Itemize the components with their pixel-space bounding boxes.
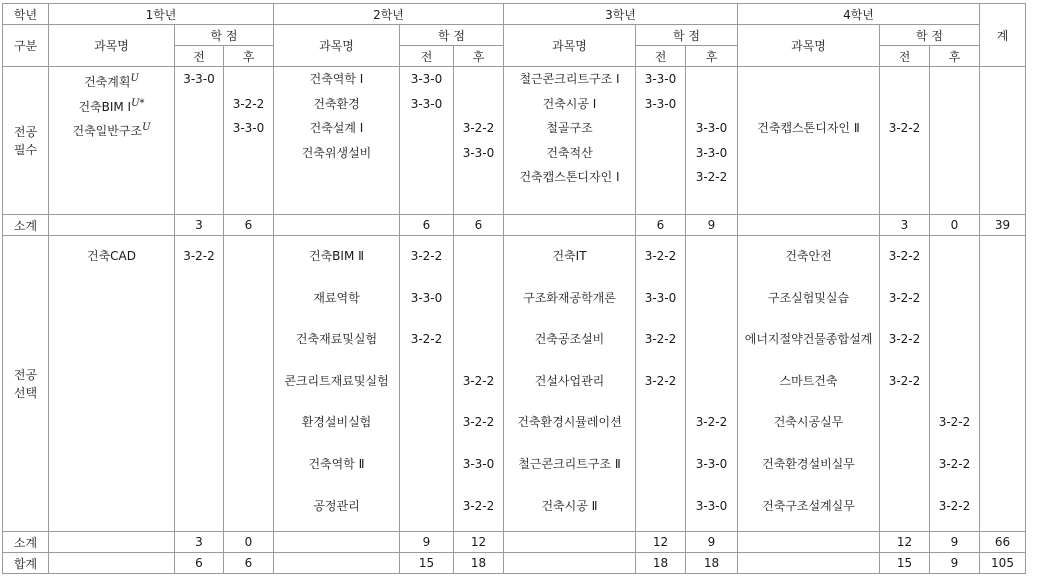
grand-total-y3-second: 18 (686, 553, 738, 574)
course-name-text: 건축역학 Ⅰ (309, 72, 364, 86)
course-name-text: 콘크리트재료및실험 (284, 373, 389, 388)
second-semester-credit: 3-2-2 (695, 415, 728, 430)
course-name-text: 스마트건축 (779, 373, 838, 388)
second-semester-credit (930, 319, 979, 361)
year-3-header: 3학년 (504, 4, 738, 25)
credit-header: 학 점 (400, 25, 504, 46)
course-name (504, 116, 635, 141)
first-semester-credit: 3-2-2 (644, 373, 677, 388)
course-name-text: 건축BIM Ⅰ (78, 99, 132, 114)
first-semester-credit (175, 116, 223, 141)
second-semester-credit (930, 141, 979, 166)
first-semester-credit (636, 165, 685, 190)
second-semester-credit: 3-2-2 (462, 373, 495, 388)
subtotal-y3-first: 12 (636, 532, 686, 553)
course-name (738, 486, 879, 528)
subtotal-y2-second: 12 (454, 532, 504, 553)
course-name-text: 공정관리 (313, 498, 360, 513)
course-name (504, 361, 635, 403)
elective-y2-first (400, 236, 454, 532)
subtotal-label: 소계 (3, 215, 49, 236)
first-semester-credit (636, 116, 685, 141)
second-semester-header: 후 (454, 46, 504, 67)
second-semester-credit (930, 116, 979, 141)
required-y4-second (930, 67, 980, 215)
required-y3-second (686, 67, 738, 215)
second-semester-credit (686, 361, 737, 403)
subtotal-y1-second: 0 (224, 532, 274, 553)
course-superscript: U (142, 122, 151, 133)
subject-header: 과목명 (274, 25, 400, 67)
required-label-line1: 전공 (13, 124, 38, 139)
elective-y4-first (880, 236, 930, 532)
required-section (3, 67, 1026, 215)
course-name (274, 319, 399, 361)
second-semester-credit (930, 236, 979, 278)
subtotal-label: 소계 (3, 532, 49, 553)
first-semester-credit: 3-3-0 (644, 290, 677, 305)
year-4-header: 4학년 (738, 4, 980, 25)
course-name-text: 건축시공 Ⅱ (541, 498, 598, 513)
second-semester-header: 후 (930, 46, 980, 67)
first-semester-credit: 3-2-2 (888, 332, 921, 347)
course-name (504, 486, 635, 528)
course-name-text: 환경설비실험 (301, 415, 372, 430)
second-semester-credit: 3-2-2 (695, 170, 728, 184)
first-semester-credit: 3-3-0 (410, 72, 443, 86)
course-name (274, 236, 399, 278)
course-name (738, 236, 879, 278)
year-header-label: 학년 (3, 4, 49, 25)
course-name (49, 92, 174, 117)
course-name-text: 철골구조 (546, 121, 593, 135)
first-semester-credit (400, 444, 453, 486)
course-name (738, 67, 879, 92)
second-semester-credit: 3-2-2 (462, 121, 495, 135)
elective-y1-second (224, 236, 274, 532)
first-semester-credit: 3-2-2 (888, 290, 921, 305)
course-name-text: 건축CAD (86, 249, 136, 263)
second-semester-credit: 3-2-2 (938, 498, 971, 513)
first-semester-credit: 3-3-0 (410, 96, 443, 111)
second-semester-credit (686, 319, 737, 361)
course-name-text: 건축일반구조 (72, 124, 143, 138)
course-name-text: 건축위생설비 (301, 145, 372, 160)
course-name-text: 건축환경시뮬레이션 (517, 415, 622, 430)
category-header: 구분 (3, 25, 49, 67)
first-semester-credit (636, 141, 685, 166)
first-semester-credit (636, 444, 685, 486)
second-semester-credit (224, 67, 273, 92)
first-semester-credit (880, 402, 929, 444)
subtotal-y4-second: 9 (930, 532, 980, 553)
first-semester-header: 전 (175, 46, 224, 67)
first-semester-credit: 3-2-2 (410, 332, 443, 347)
course-name-text: 건축안전 (785, 249, 832, 263)
course-name (504, 141, 635, 166)
first-semester-credit: 3-2-2 (644, 332, 677, 347)
elective-section (3, 236, 1026, 532)
total-header: 계 (980, 4, 1026, 67)
curriculum-table (2, 3, 1026, 574)
course-name (738, 361, 879, 403)
second-semester-credit: 3-2-2 (232, 96, 265, 111)
course-name-text: 건축역학 Ⅱ (308, 456, 365, 471)
second-semester-credit (686, 67, 737, 92)
required-y1-names (49, 67, 175, 215)
first-semester-credit (400, 116, 453, 141)
course-name (274, 92, 399, 117)
subtotal-y4-first: 3 (880, 215, 930, 236)
year-1-header: 1학년 (49, 4, 274, 25)
first-semester-credit (880, 486, 929, 528)
elective-y3-names (504, 236, 636, 532)
first-semester-credit: 3-2-2 (644, 249, 677, 263)
grand-total-label: 합계 (3, 553, 49, 574)
subtotal-y1-second: 6 (224, 215, 274, 236)
course-name (504, 319, 635, 361)
course-name (274, 116, 399, 141)
elective-y3-first (636, 236, 686, 532)
second-semester-credit: 3-2-2 (462, 498, 495, 513)
course-name-text: 건축캡스톤디자인 Ⅱ (757, 121, 860, 135)
first-semester-credit: 3-3-0 (183, 72, 215, 86)
course-name (49, 116, 174, 141)
first-semester-credit: 3-3-0 (644, 96, 677, 111)
course-superscript: U (130, 73, 139, 84)
subject-header: 과목명 (738, 25, 880, 67)
elective-label-line1: 전공 (13, 367, 38, 382)
subtotal-y2-first: 9 (400, 532, 454, 553)
elective-y1-names (49, 236, 175, 532)
second-semester-credit: 3-3-0 (695, 456, 728, 471)
first-semester-credit: 3-2-2 (888, 121, 921, 135)
first-semester-credit (880, 67, 929, 92)
course-name-text: 건축계획 (84, 75, 131, 89)
course-name-text: 철근콘크리트구조 Ⅰ (519, 72, 620, 86)
course-name (49, 236, 174, 278)
course-name (274, 486, 399, 528)
course-name-text: 건축구조설계실무 (762, 498, 855, 513)
elective-y2-second (454, 236, 504, 532)
subtotal-y2-second: 6 (454, 215, 504, 236)
first-semester-credit (400, 141, 453, 166)
course-name (274, 67, 399, 92)
grand-total-y1-second: 6 (224, 553, 274, 574)
required-y1-second (224, 67, 274, 215)
course-name (738, 165, 879, 190)
second-semester-credit (454, 92, 503, 117)
course-name-text: 건축설계 Ⅰ (309, 121, 364, 135)
course-name (504, 278, 635, 320)
subtotal-y1-first: 3 (175, 215, 224, 236)
second-semester-credit: 3-3-0 (695, 498, 728, 513)
required-label-line2: 필수 (13, 142, 38, 157)
second-semester-credit (686, 236, 737, 278)
subtotal-y3-second: 9 (686, 215, 738, 236)
course-name (738, 116, 879, 141)
first-semester-credit (400, 361, 453, 403)
course-name-text: 건축환경 (313, 96, 360, 111)
first-semester-header: 전 (636, 46, 686, 67)
course-name (504, 92, 635, 117)
first-semester-credit (636, 486, 685, 528)
course-name (738, 92, 879, 117)
subtotal-total: 39 (980, 215, 1026, 236)
course-name-text: 건축시공 Ⅰ (542, 96, 597, 111)
grand-total-y1-first: 6 (175, 553, 224, 574)
second-semester-credit: 3-2-2 (462, 415, 495, 430)
course-name-text: 건축재료및실험 (295, 332, 378, 347)
second-semester-credit (224, 236, 273, 278)
second-semester-credit (930, 165, 979, 190)
subtotal-y4-first: 12 (880, 532, 930, 553)
first-semester-credit (880, 92, 929, 117)
course-name (738, 278, 879, 320)
course-name-text: 건축BIM Ⅱ (308, 249, 365, 263)
elective-y3-second (686, 236, 738, 532)
elective-category-label (3, 236, 49, 532)
grand-total-row (3, 553, 1026, 574)
elective-y2-names (274, 236, 400, 532)
second-semester-credit: 3-3-0 (462, 145, 495, 160)
first-semester-credit: 3-3-0 (410, 290, 443, 305)
first-semester-credit (880, 141, 929, 166)
header-row-credit (3, 25, 1026, 46)
course-name (274, 444, 399, 486)
first-semester-credit (400, 486, 453, 528)
required-y2-names (274, 67, 400, 215)
course-name-text: 철근콘크리트구조 Ⅱ (518, 456, 621, 471)
course-superscript: U* (131, 97, 145, 109)
second-semester-credit (930, 92, 979, 117)
grand-total-y2-second: 18 (454, 553, 504, 574)
first-semester-credit (636, 402, 685, 444)
second-semester-header: 후 (686, 46, 738, 67)
subtotal-y1-first: 3 (175, 532, 224, 553)
subtotal-total: 66 (980, 532, 1026, 553)
first-semester-credit (400, 402, 453, 444)
second-semester-credit (454, 319, 503, 361)
grand-total-y4-first: 15 (880, 553, 930, 574)
required-y3-first (636, 67, 686, 215)
course-name (49, 67, 174, 92)
subtotal-y4-second: 0 (930, 215, 980, 236)
course-name (274, 361, 399, 403)
year-2-header: 2학년 (274, 4, 504, 25)
curriculum-table-wrapper (2, 3, 1026, 574)
second-semester-credit: 3-3-0 (695, 121, 728, 135)
credit-header: 학 점 (636, 25, 738, 46)
course-name (504, 67, 635, 92)
second-semester-credit (930, 278, 979, 320)
course-name-text: 건축적산 (546, 145, 593, 160)
first-semester-credit (880, 444, 929, 486)
required-y2-first (400, 67, 454, 215)
course-name (738, 319, 879, 361)
first-semester-credit: 3-3-0 (644, 72, 677, 86)
elective-y1-first (175, 236, 224, 532)
second-semester-credit (930, 361, 979, 403)
course-name (738, 444, 879, 486)
required-y4-names (738, 67, 880, 215)
course-name (274, 278, 399, 320)
course-name (738, 141, 879, 166)
course-name-text: 건축시공실무 (773, 415, 844, 430)
first-semester-credit: 3-2-2 (888, 249, 921, 263)
course-name-text: 에너지절약건물종합설계 (744, 332, 873, 347)
second-semester-header: 후 (224, 46, 274, 67)
grand-total-y3-first: 18 (636, 553, 686, 574)
elective-label-line2: 선택 (13, 385, 38, 400)
subtotal-y3-first: 6 (636, 215, 686, 236)
grand-total-total: 105 (980, 553, 1026, 574)
second-semester-credit (454, 278, 503, 320)
credit-header: 학 점 (880, 25, 980, 46)
credit-header: 학 점 (175, 25, 274, 46)
first-semester-credit (880, 165, 929, 190)
required-total-empty (980, 67, 1026, 215)
required-y2-second (454, 67, 504, 215)
course-name-text: 건축환경설비실무 (762, 456, 855, 471)
course-name-text: 건축IT (552, 249, 587, 263)
course-name (504, 444, 635, 486)
course-name (738, 402, 879, 444)
grand-total-y4-second: 9 (930, 553, 980, 574)
course-name (504, 236, 635, 278)
course-name (274, 141, 399, 166)
required-y3-names (504, 67, 636, 215)
course-name-text: 건축공조설비 (534, 332, 605, 347)
course-name-text: 건축캡스톤디자인 Ⅰ (519, 170, 620, 184)
elective-y4-second (930, 236, 980, 532)
second-semester-credit: 3-3-0 (232, 121, 265, 135)
first-semester-credit: 3-2-2 (410, 249, 443, 263)
first-semester-credit (175, 92, 223, 117)
course-name-text: 건설사업관리 (534, 373, 605, 388)
required-y1-first (175, 67, 224, 215)
required-y4-first (880, 67, 930, 215)
course-name (504, 402, 635, 444)
first-semester-credit: 3-2-2 (183, 249, 215, 263)
subject-header: 과목명 (504, 25, 636, 67)
second-semester-credit: 3-2-2 (938, 415, 971, 430)
subject-header: 과목명 (49, 25, 175, 67)
required-subtotal-row (3, 215, 1026, 236)
second-semester-credit: 3-2-2 (938, 456, 971, 471)
second-semester-credit: 3-3-0 (695, 145, 728, 160)
second-semester-credit (454, 67, 503, 92)
course-name-text: 구조실험및실습 (767, 290, 850, 305)
second-semester-credit: 3-3-0 (462, 456, 495, 471)
first-semester-header: 전 (400, 46, 454, 67)
second-semester-credit (454, 236, 503, 278)
course-name-text: 재료역학 (313, 290, 360, 305)
subtotal-y3-second: 9 (686, 532, 738, 553)
elective-subtotal-row (3, 532, 1026, 553)
elective-total-empty (980, 236, 1026, 532)
second-semester-credit (686, 278, 737, 320)
grand-total-y2-first: 15 (400, 553, 454, 574)
course-name (504, 165, 635, 190)
required-category-label (3, 67, 49, 215)
course-name (274, 402, 399, 444)
header-row-year (3, 4, 1026, 25)
subtotal-y2-first: 6 (400, 215, 454, 236)
first-semester-credit: 3-2-2 (888, 373, 921, 388)
course-name-text: 구조화재공학개론 (523, 290, 616, 305)
second-semester-credit (686, 92, 737, 117)
first-semester-header: 전 (880, 46, 930, 67)
elective-y4-names (738, 236, 880, 532)
second-semester-credit (930, 67, 979, 92)
